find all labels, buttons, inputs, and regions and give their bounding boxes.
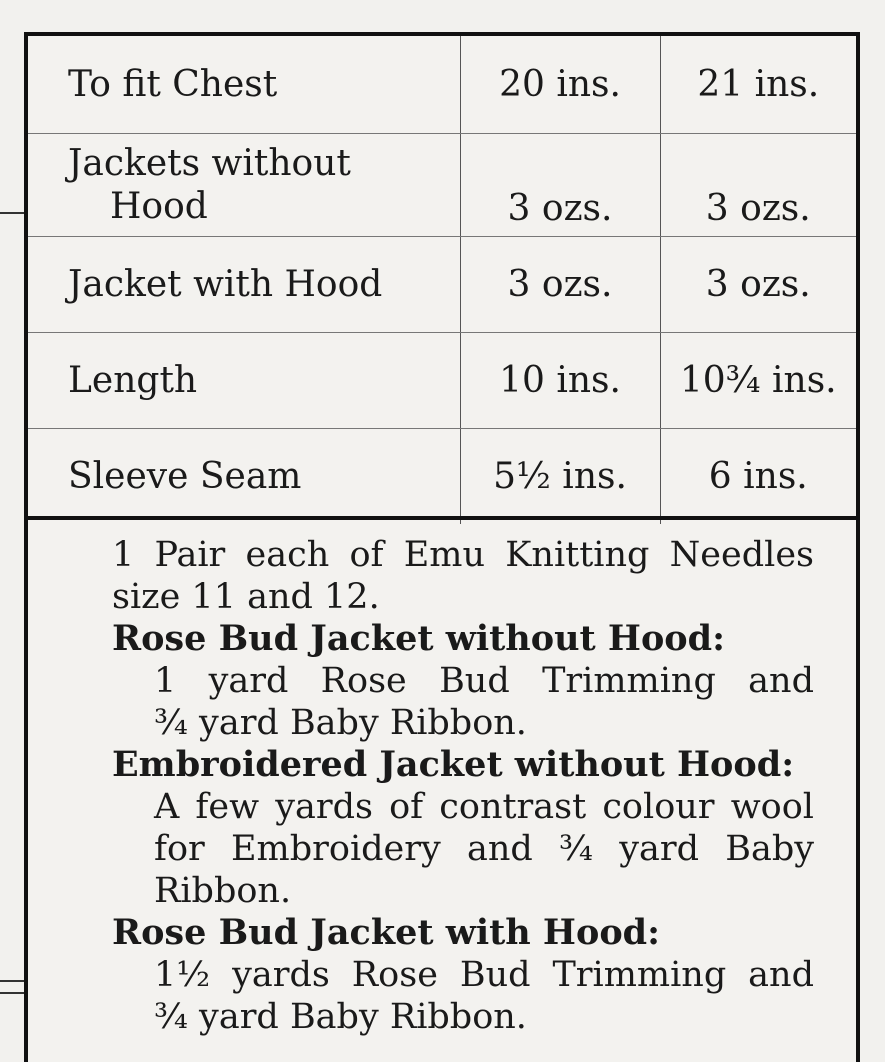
materials-list [112, 534, 814, 1038]
left-margin-tick-bottom-2 [0, 992, 24, 994]
section-text-line: ¾ yard Baby Ribbon. [154, 997, 527, 1037]
size2-value: 6 ins. [708, 455, 808, 497]
row-label: Jacket with Hood [28, 236, 460, 332]
section-divider [28, 516, 856, 520]
table-row [28, 332, 856, 428]
row-label: Sleeve Seam [28, 428, 460, 524]
section-heading: Rose Bud Jacket without Hood: [112, 618, 726, 659]
pattern-box [24, 32, 860, 1062]
section-text-line: Ribbon. [154, 871, 292, 911]
size2-value: 10¾ ins. [660, 332, 856, 428]
section-text-line: 1 yard Rose Bud Trimming and [154, 661, 814, 701]
size1-value: 3 ozs. [460, 133, 660, 236]
section-heading: Rose Bud Jacket with Hood: [112, 912, 661, 953]
row-label [28, 133, 460, 236]
needles-line-1: 1 Pair each of Emu Knitting Needles [112, 535, 814, 575]
size-table [28, 36, 856, 524]
size1-value: 10 ins. [460, 332, 660, 428]
section-text-line: ¾ yard Baby Ribbon. [154, 703, 527, 743]
row-label: To fit Chest [28, 36, 460, 133]
row-label: Length [28, 332, 460, 428]
size2-value: 3 ozs. [660, 133, 856, 236]
size2-value: 3 ozs. [660, 236, 856, 332]
table-row [28, 36, 856, 133]
table-row [28, 133, 856, 236]
size1-value: 20 ins. [460, 36, 660, 133]
section-text-line: 1½ yards Rose Bud Trimming and [154, 955, 814, 995]
size1-value: 5½ ins. [460, 428, 660, 524]
row-label-line1: Jackets without [68, 142, 351, 184]
size1-value: 3 ozs. [460, 236, 660, 332]
section-text-line: for Embroidery and ¾ yard Baby [154, 829, 814, 869]
section-heading: Embroidered Jacket without Hood: [112, 744, 795, 785]
size2-value: 21 ins. [660, 36, 856, 133]
needles-line-2: size 11 and 12. [112, 577, 380, 617]
left-margin-tick-bottom [0, 980, 24, 982]
row-label-line2: Hood [110, 185, 208, 227]
section-text-line: A few yards of contrast colour wool [154, 787, 814, 827]
left-margin-tick-top [0, 212, 24, 214]
table-row [28, 236, 856, 332]
table-row [28, 428, 856, 524]
